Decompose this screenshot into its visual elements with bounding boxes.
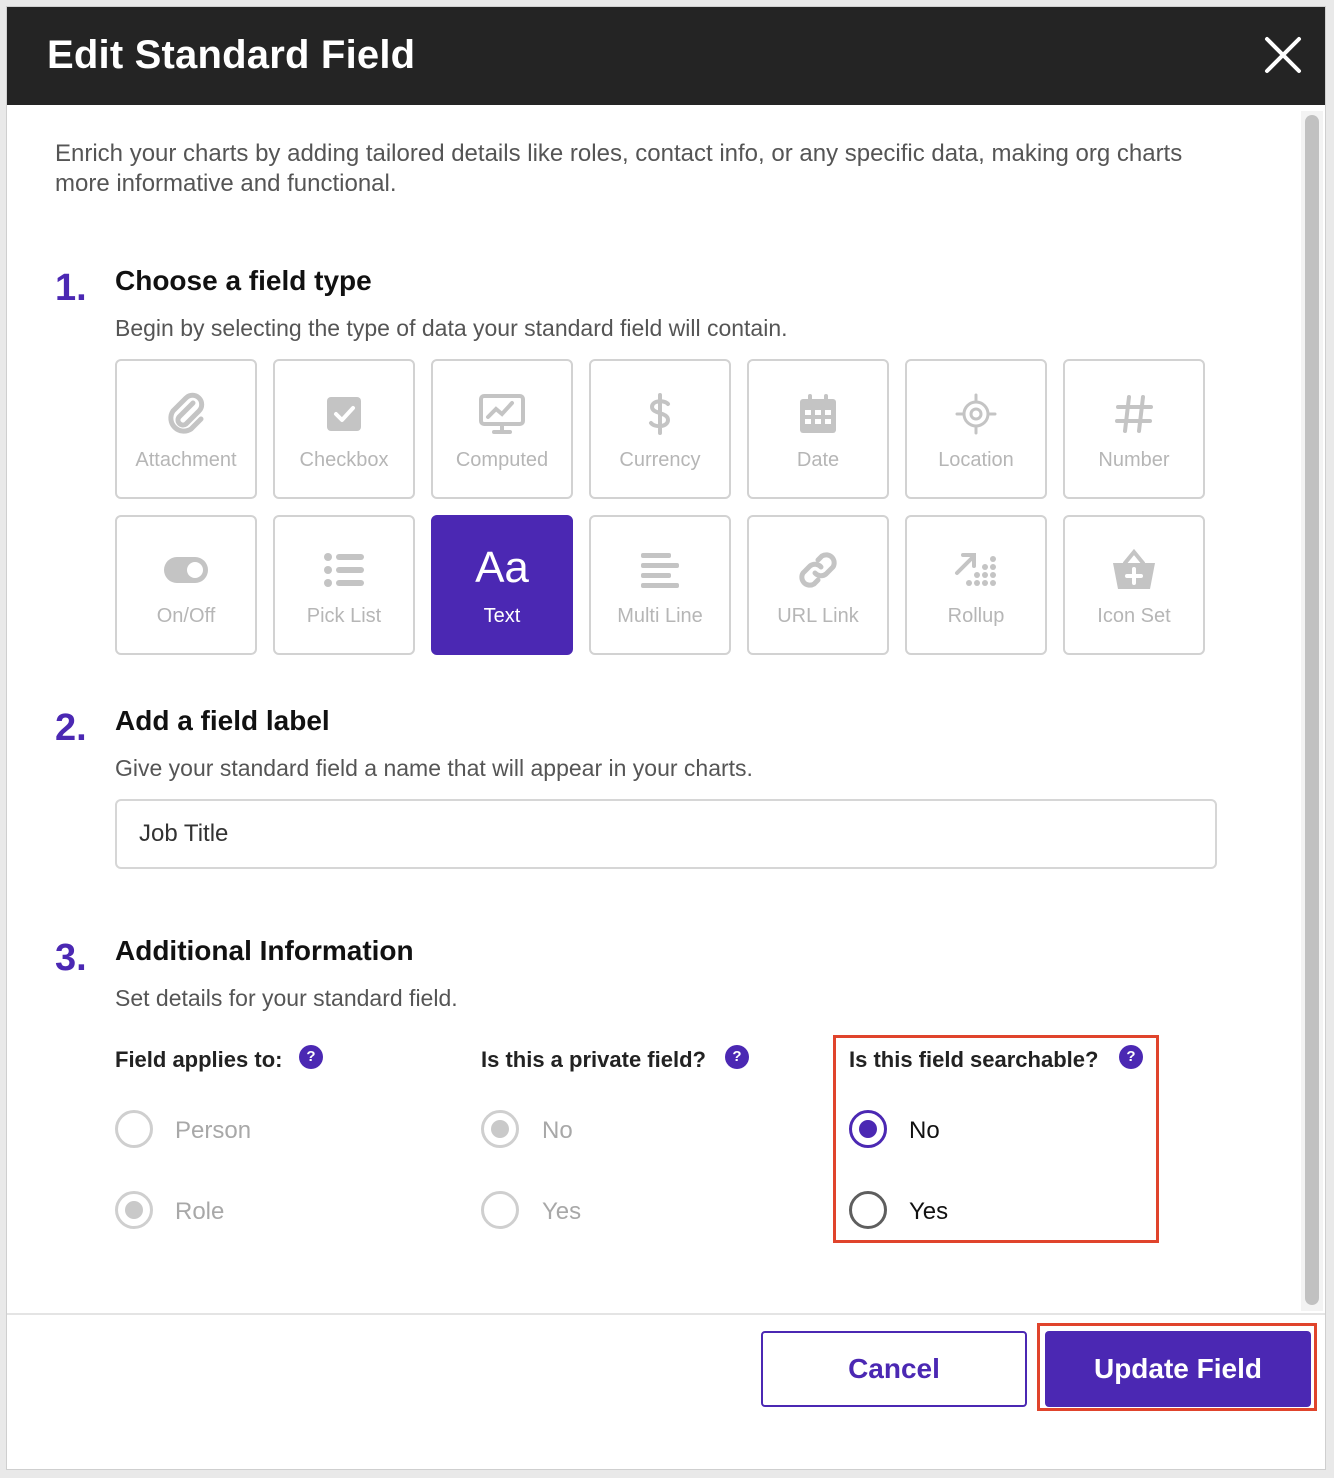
searchable-yes-radio[interactable] (849, 1191, 887, 1229)
step-2-title: Add a field label (115, 705, 330, 736)
close-icon[interactable] (1261, 33, 1305, 77)
edit-field-modal (6, 6, 1326, 1470)
dollar-icon (637, 391, 683, 437)
basket-icon (1111, 547, 1157, 593)
searchable-no-radio[interactable] (849, 1110, 887, 1148)
applies-to-role-radio[interactable] (115, 1191, 153, 1229)
field-type-attachment[interactable] (115, 359, 257, 499)
private-yes-label: Yes (542, 1198, 582, 1225)
applies-to-person-label: Person (175, 1117, 252, 1144)
applies-to-person-radio[interactable] (115, 1110, 153, 1148)
applies-to-label: Field applies to: (115, 1047, 283, 1072)
step-1-number: 1. (55, 267, 87, 309)
calendar-icon (795, 391, 841, 437)
searchable-help-icon[interactable]: ? (1119, 1045, 1143, 1069)
field-type-label: Checkbox (299, 449, 389, 471)
modal-title: Edit Standard Field (47, 33, 416, 77)
text-aa-icon: Aa (475, 543, 529, 592)
field-type-label: Multi Line (617, 605, 703, 627)
field-type-label: Number (1098, 449, 1170, 471)
field-type-label: Currency (619, 449, 701, 471)
checkbox-icon (321, 391, 367, 437)
private-no-radio[interactable] (481, 1110, 519, 1148)
link-icon (795, 547, 841, 593)
field-type-label: Text (483, 605, 521, 627)
step-3-description: Set details for your standard field. (115, 985, 458, 1011)
step-1-title: Choose a field type (115, 265, 372, 296)
field-type-label: Computed (455, 449, 549, 471)
field-type-location[interactable] (905, 359, 1047, 499)
field-type-label: Location (938, 449, 1014, 471)
field-type-multi-line[interactable] (589, 515, 731, 655)
field-type-pick-list[interactable] (273, 515, 415, 655)
private-field-help-icon[interactable]: ? (725, 1045, 749, 1069)
field-type-date[interactable] (747, 359, 889, 499)
step-3-number: 3. (55, 937, 87, 979)
field-type-rollup[interactable] (905, 515, 1047, 655)
field-type-label: Attachment (135, 449, 237, 471)
monitor-chart-icon (479, 391, 525, 437)
applies-to-role-label: Role (175, 1198, 225, 1225)
field-type-label: Date (796, 449, 840, 471)
field-type-url-link[interactable] (747, 515, 889, 655)
field-type-on-off[interactable] (115, 515, 257, 655)
field-type-number[interactable] (1063, 359, 1205, 499)
searchable-label: Is this field searchable? (849, 1047, 1099, 1072)
modal-header (7, 7, 1326, 105)
update-field-button[interactable]: Update Field (1045, 1331, 1311, 1407)
field-type-label: On/Off (156, 605, 216, 627)
private-yes-radio[interactable] (481, 1191, 519, 1229)
step-3-title: Additional Information (115, 935, 414, 966)
private-field-label: Is this a private field? (481, 1047, 706, 1072)
field-type-label: Rollup (947, 605, 1005, 627)
field-type-checkbox[interactable] (273, 359, 415, 499)
modal-intro: Enrich your charts by adding tailored details like roles, contact info, or any specific data, making org charts more informative and functional. (55, 140, 1183, 197)
footer-divider (7, 1313, 1326, 1315)
field-type-label: Icon Set (1097, 605, 1171, 627)
step-2-description: Give your standard field a name that will appear in your charts. (115, 755, 753, 781)
field-type-icon-set[interactable] (1063, 515, 1205, 655)
searchable-no-label: No (909, 1117, 940, 1144)
field-type-text[interactable] (431, 515, 573, 655)
step-1-description: Begin by selecting the type of data your standard field will contain. (115, 315, 788, 341)
field-label-input[interactable]: Job Title (115, 799, 1217, 869)
searchable-yes-label: Yes (909, 1198, 949, 1225)
paperclip-icon (163, 391, 209, 437)
field-type-label: Pick List (306, 605, 382, 627)
field-type-currency[interactable] (589, 359, 731, 499)
toggle-icon (163, 547, 209, 593)
private-no-label: No (542, 1117, 573, 1144)
hash-icon (1111, 391, 1157, 437)
applies-to-help-icon[interactable]: ? (299, 1045, 323, 1069)
field-type-computed[interactable] (431, 359, 573, 499)
multiline-icon (637, 547, 683, 593)
crosshair-icon (953, 391, 999, 437)
rollup-icon (953, 547, 999, 593)
list-icon (321, 547, 367, 593)
step-2-number: 2. (55, 707, 87, 749)
field-type-label: URL Link (777, 605, 859, 627)
scrollbar-thumb[interactable] (1305, 115, 1319, 1305)
cancel-button[interactable]: Cancel (761, 1331, 1027, 1407)
